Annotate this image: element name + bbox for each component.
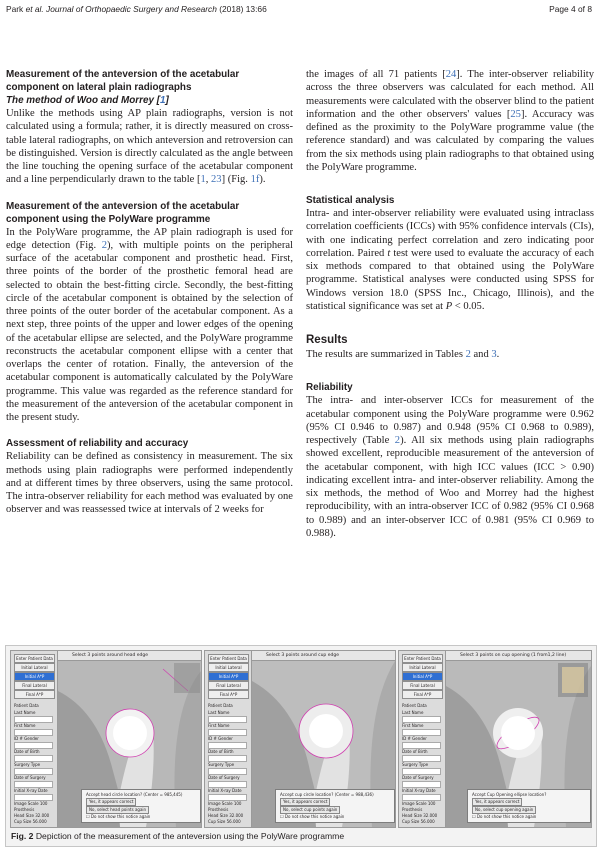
dob-field: Date of Birth: [402, 749, 441, 762]
figure-caption: Fig. 2 Depiction of the measurement of the anteversion using the PolyWare programme: [11, 831, 345, 841]
id-gender-field: ID # Gender: [14, 736, 53, 749]
image-scale-field: Image Scale 100: [208, 801, 242, 806]
subsection-heading-woo-morrey: The method of Woo and Morrey [1]: [6, 95, 169, 106]
image-scale-field: Image Scale 100: [402, 801, 436, 806]
patient-data-label: Patient Data: [208, 703, 233, 708]
table-link[interactable]: 2: [394, 435, 401, 446]
initial-lateral-button[interactable]: Initial Lateral: [208, 663, 249, 672]
final-ap-button[interactable]: Final A*P: [402, 690, 443, 699]
final-ap-button[interactable]: Final A*P: [208, 690, 249, 699]
initial-lateral-button[interactable]: Initial Lateral: [402, 663, 443, 672]
citation-link[interactable]: 1: [200, 174, 206, 186]
head-size-field: Head Size 32.000: [208, 813, 244, 818]
citation-link[interactable]: 1: [159, 95, 166, 106]
citation-link[interactable]: 24: [445, 69, 457, 80]
do-not-show-checkbox[interactable]: ☐ Do not show this notice again: [280, 814, 345, 819]
right-column: [306, 68, 594, 540]
confirm-yes-button[interactable]: Yes, it appears correct: [280, 798, 330, 806]
prosthesis-label: Prosthesis: [14, 807, 35, 812]
polyware-panel-head: [10, 650, 202, 828]
page-header: [6, 4, 592, 18]
do-not-show-checkbox[interactable]: ☐ Do not show this notice again: [472, 814, 537, 819]
patient-data-label: Patient Data: [14, 703, 39, 708]
date-of-surgery-field: Date of Surgery: [402, 775, 441, 788]
last-name-field: Last Name: [402, 710, 441, 723]
enter-patient-data-button[interactable]: Enter Patient Data: [208, 654, 249, 663]
section-heading-reliability-accuracy: Assessment of reliability and accuracy: [6, 438, 189, 450]
last-name-field: Last Name: [14, 710, 53, 723]
cup-size-field: Cup Size 56.000: [208, 819, 241, 824]
confirm-no-button[interactable]: No, select head points again: [86, 806, 149, 814]
surgery-type-field: Surgery Type: [208, 762, 247, 775]
confirm-no-button[interactable]: No, select cup opening again: [472, 806, 536, 814]
polyware-sidebar: [399, 651, 446, 827]
section-heading-reliability: Reliability: [306, 382, 353, 394]
final-ap-button[interactable]: Final A*P: [14, 690, 55, 699]
final-lateral-button[interactable]: Final Lateral: [14, 681, 55, 690]
patient-data-label: Patient Data: [402, 703, 427, 708]
surgery-type-field: Surgery Type: [402, 762, 441, 775]
page-number: Page 4 of 8: [549, 4, 592, 14]
date-of-surgery-field: Date of Surgery: [14, 775, 53, 788]
id-gender-field: ID # Gender: [208, 736, 247, 749]
table-link[interactable]: 2: [465, 349, 471, 360]
paragraph-woo-morrey: Unlike the methods using AP plain radiographs, version is not calculated using a formula; rather, it is directly measured on cross-table lateral radiographs, on which anteversion and retroversion can be distinguished. Version is directly calculated as the angle between the line touching the opening surface of the acetabular component and a line perpendicularly drawn to the table [1, 23] (Fig. 1f).: [6, 108, 293, 186]
confirm-dialog: Accept head circle location? (Center = 985,445) Yes, it appears correctNo, select head points again ☐ Do not show this notice again: [81, 789, 201, 823]
final-lateral-button[interactable]: Final Lateral: [208, 681, 249, 690]
first-name-field: First Name: [14, 723, 53, 736]
paragraph-reliability-accuracy: Reliability can be defined as consistency in measurement. The six methods using plain radiographs were performed independently and at different times by three observers, using the same protocol. The intra-observer reliability for each method was evaluated by one observer and was reassessed twice at intervals of 2 weeks for: [6, 451, 293, 516]
polyware-panel-cup-opening: [398, 650, 592, 828]
confirm-yes-button[interactable]: Yes, it appears correct: [472, 798, 522, 806]
paragraph-polyware: In the PolyWare programme, the AP plain radiograph is used for edge detection (Fig. 2), with multiple points on the peripheral surface of the acetabular component and prosthetic head. First, three points of the border of the prosthetic femoral head are selected to obtain the best-fitting circle. Secondly, the best-fitting circle of the acetabular component is obtained by the selection of three points of the outer border of the acetabular component. As a next step, three points of the upper and lower edges of the opening of the acetabular ellipse are selected, and the PolyWare programme reconstructs the acetabular component ellipse with a center that overlaps the center of rotation. Finally, the anteversion of the acetabular component is automatically calculated by the PolyWare programme. This value was regarded as the reference standard for the measurement of the anteversion of the acetabular component in the present study.: [6, 226, 293, 423]
head-size-field: Head Size 32.000: [402, 813, 438, 818]
figure-link[interactable]: 2: [101, 239, 108, 251]
enter-patient-data-button[interactable]: Enter Patient Data: [402, 654, 443, 663]
citation-link[interactable]: 23: [211, 174, 222, 186]
confirm-no-button[interactable]: No, select cup points again: [280, 806, 340, 814]
surgery-type-field: Surgery Type: [14, 762, 53, 775]
dob-field: Date of Birth: [208, 749, 247, 762]
figure-2: [5, 645, 597, 847]
initial-xray-date-field: Initial X-ray Date: [208, 788, 247, 801]
date-of-surgery-field: Date of Surgery: [208, 775, 247, 788]
prosthesis-label: Prosthesis: [208, 807, 229, 812]
initial-xray-date-field: Initial X-ray Date: [14, 788, 53, 801]
section-heading-statistical-analysis: Statistical analysis: [306, 195, 395, 206]
section-heading-woo-lateral: Measurement of the anteversion of the acetabular component on lateral plain radiographs: [6, 69, 240, 93]
initial-lateral-button[interactable]: Initial Lateral: [14, 663, 55, 672]
confirm-dialog: Accept Cup Opening ellipse location? Yes, it appears correctNo, select cup opening again ☐ Do not show this notice again: [467, 789, 591, 823]
panel-instruction: Select 3 points on cup opening (1 from1,2 line): [446, 651, 591, 661]
last-name-field: Last Name: [208, 710, 247, 723]
do-not-show-checkbox[interactable]: ☐ Do not show this notice again: [86, 814, 151, 819]
paragraph-observer-reliability: the images of all 71 patients [24]. The inter-observer reliability across the three observers was calculated for each method. All measurements were calculated with the observer blind to the patient information and the other observers' values [25]. Accuracy was defined as the proximity to the PolyWare programme value (the reference standard) and was calculated by comparing the values from the six methods using plain radiographs to that obtained using the PolyWare programme.: [306, 69, 594, 173]
panel-instruction: Select 3 points around cup edge: [252, 651, 395, 661]
cup-size-field: Cup Size 56.000: [14, 819, 47, 824]
figure-link[interactable]: 1f: [250, 174, 260, 186]
id-gender-field: ID # Gender: [402, 736, 441, 749]
first-name-field: First Name: [208, 723, 247, 736]
confirm-yes-button[interactable]: Yes, it appears correct: [86, 798, 136, 806]
polyware-sidebar: [205, 651, 252, 827]
table-link[interactable]: 3: [491, 349, 497, 360]
running-head: Park et al. Journal of Orthopaedic Surgery and Research (2018) 13:66: [6, 4, 267, 14]
paragraph-statistical-analysis: Intra- and inter-observer reliability were evaluated using intraclass correlation coefficients (ICCs) with 95% confidence intervals (CIs), with one indicating perfect correlation and zero indicating poor correlation. Paired t test were used to evaluate the accuracy of each six methods compared to that obtained using the PolyWare programme. Statistical analyses were conducted using SPSS for Windows version 18.0 (SPSS Inc., Chicago, Illinois), and the statistical significance was set at P < 0.05.: [306, 208, 594, 312]
confirm-dialog: Accept cup circle location? (Center = 988,436) Yes, it appears correctNo, select cup points again ☐ Do not show this notice again: [275, 789, 395, 823]
paragraph-results: The results are summarized in Tables 2 and 3.: [306, 349, 500, 360]
initial-ap-button[interactable]: Initial A*P: [402, 672, 443, 681]
initial-ap-button[interactable]: Initial A*P: [14, 672, 55, 681]
initial-xray-date-field: Initial X-ray Date: [402, 788, 441, 801]
cup-size-field: Cup Size 56.000: [402, 819, 435, 824]
dob-field: Date of Birth: [14, 749, 53, 762]
polyware-sidebar: [11, 651, 58, 827]
prosthesis-label: Prosthesis: [402, 807, 423, 812]
paragraph-reliability: The intra- and inter-observer ICCs for measurement of the acetabular component using the PolyWare programme were 0.962 (95% CI 0.946 to 0.987) and 0.948 (95% CI 0.968 to 0.989), respectively (Table 2). All six methods using plain radiographs showed excellent, reproducible measurement of the anteversion of the acetabular component, with high ICC values (ICC > 0.90) indicating excellent intra- and inter-observer reliability. Among the six methods, the method of Woo and Morrey had the highest reproducibility, with an intra-observer ICC of 0.982 (95% CI 0.968 to 0.989) and an inter-observer ICC of 0.981 (95% CI 0.969 to 0.988).: [306, 395, 594, 539]
polyware-panel-cup: [204, 650, 396, 828]
enter-patient-data-button[interactable]: Enter Patient Data: [14, 654, 55, 663]
citation-link[interactable]: 25: [510, 108, 521, 120]
final-lateral-button[interactable]: Final Lateral: [402, 681, 443, 690]
section-heading-results: Results: [306, 334, 348, 346]
first-name-field: First Name: [402, 723, 441, 736]
panel-instruction: Select 3 points around head edge: [58, 651, 201, 661]
left-column: [6, 68, 293, 517]
initial-ap-button[interactable]: Initial A*P: [208, 672, 249, 681]
image-scale-field: Image Scale 100: [14, 801, 48, 806]
head-size-field: Head Size 32.000: [14, 813, 50, 818]
section-heading-polyware: Measurement of the anteversion of the acetabular component using the PolyWare programme: [6, 200, 240, 225]
